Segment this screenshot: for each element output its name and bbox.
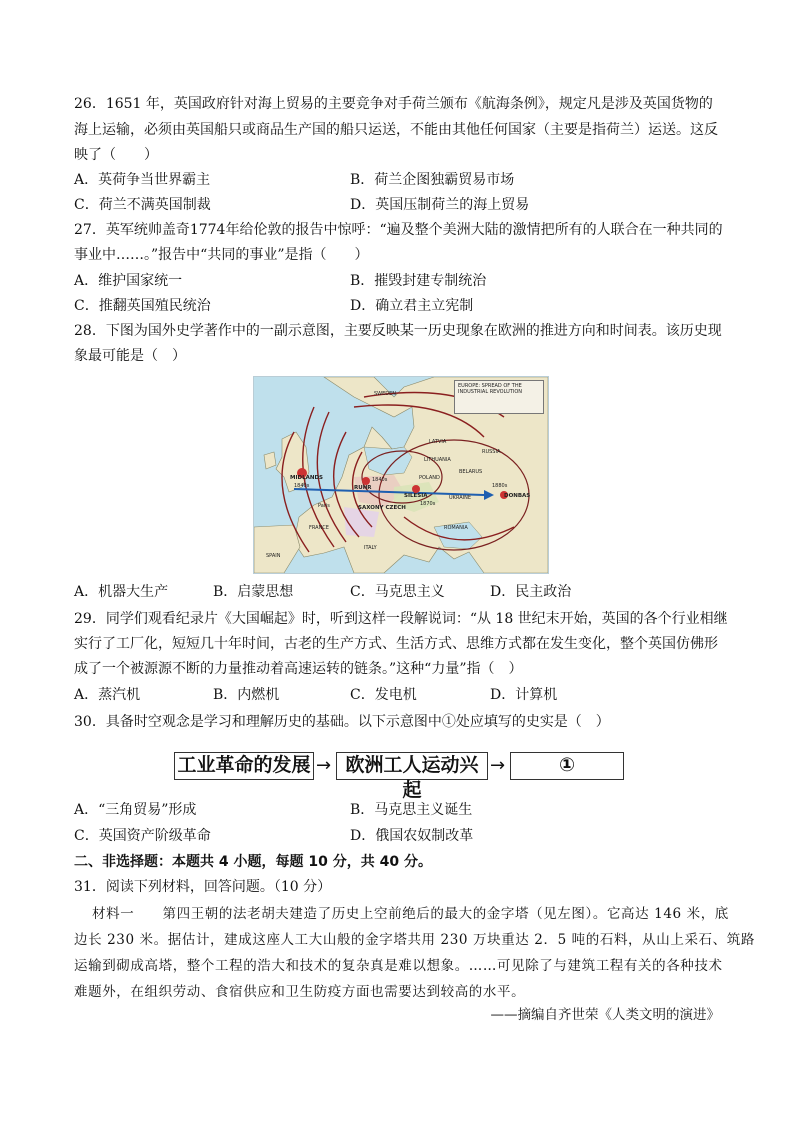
flow-box-blank: ① bbox=[510, 752, 624, 780]
q28-option-c: C．马克思主义 bbox=[350, 584, 445, 600]
q31-stem: 31．阅读下列材料，回答问题。（10 分） bbox=[74, 879, 332, 895]
q28-option-a: A．机器大生产 bbox=[74, 584, 169, 600]
q28-option-b: B．启蒙思想 bbox=[213, 584, 294, 600]
q30-option-c: C．英国资产阶级革命 bbox=[74, 828, 211, 844]
q27-stem-line2: 事业中……。”报告中“共同的事业”是指（ ） bbox=[74, 247, 369, 263]
q29-stem-line3: 成了一个被源源不断的力量推动着高速运转的链条。”这种“力量”指（ ） bbox=[74, 661, 523, 677]
q26-stem-line2: 海上运输，必须由英国船只或商品生产国的船只运送，不能由其他任何国家（主要是指荷兰）运送。这反 bbox=[74, 122, 718, 138]
map-label-italy: ITALY bbox=[364, 545, 377, 551]
q26-option-b: B．荷兰企图独霸贸易市场 bbox=[350, 172, 515, 188]
q29-option-c: C．发电机 bbox=[350, 687, 417, 703]
q29-stem-line2: 实行了工厂化，短短几十年时间，古老的生产方式、生活方式、思维方式都在发生变化，整个英国仿佛形 bbox=[74, 636, 718, 652]
map-label-latvia: LATVIA bbox=[429, 439, 447, 445]
map-label-sweden: SWEDEN bbox=[374, 391, 397, 397]
q27-option-c: C．推翻英国殖民统治 bbox=[74, 298, 211, 314]
q31-material1-source: ——摘编自齐世荣《人类文明的演进》 bbox=[490, 1007, 720, 1023]
q30-stem-line1: 30．具备时空观念是学习和理解历史的基础。以下示意图中①处应填写的史实是（ ） bbox=[74, 714, 610, 730]
section-2-heading: 二、非选择题：本题共 4 小题，每题 10 分，共 40 分。 bbox=[74, 854, 432, 870]
map-title-line2: INDUSTRIAL REVOLUTION bbox=[458, 389, 522, 395]
map-label-midlands-year: 1840s bbox=[294, 483, 310, 489]
map-label-midlands: MIDLANDS bbox=[290, 475, 323, 481]
map-label-paris: Paris bbox=[318, 503, 330, 509]
q28-stem-line1: 28．下图为国外史学著作中的一副示意图，主要反映某一历史现象在欧洲的推进方向和时间表。该历史现 bbox=[74, 323, 722, 339]
map-label-poland: POLAND bbox=[419, 475, 440, 481]
map-label-silesia-year: 1870s bbox=[420, 501, 436, 507]
q31-material1-line1: 材料一 第四王朝的法老胡夫建造了历史上空前绝后的最大的金字塔（见左图）。它高达 146 米，底 bbox=[92, 906, 729, 922]
flow-box-industrial-revolution: 工业革命的发展 bbox=[174, 752, 314, 780]
flow-box-workers-movement: 欧洲工人运动兴起 bbox=[336, 752, 488, 780]
q29-option-d: D．计算机 bbox=[490, 687, 558, 703]
q31-material1-line4: 难题外，在组织劳动、食宿供应和卫生防疫方面也需要达到较高的水平。 bbox=[74, 984, 526, 1000]
q29-option-a: A．蒸汽机 bbox=[74, 687, 141, 703]
q27-option-b: B．摧毁封建专制统治 bbox=[350, 273, 487, 289]
map-label-lithuania: LITHUANIA bbox=[424, 457, 451, 463]
europe-industrial-revolution-map bbox=[253, 376, 549, 574]
map-label-silesia: SILESIA bbox=[404, 493, 428, 499]
flow-arrow-2: → bbox=[490, 755, 506, 776]
q28-stem-line2: 象最可能是（ ） bbox=[74, 348, 186, 364]
q29-option-b: B．内燃机 bbox=[213, 687, 280, 703]
map-label-ruhr: RUHR bbox=[354, 485, 372, 491]
q27-stem-line1: 27．英军统帅盖奇1774年给伦敦的报告中惊呼：“遍及整个美洲大陆的激情把所有的人联合在一种共同的 bbox=[74, 222, 723, 238]
q26-stem-line3: 映了（ ） bbox=[74, 147, 158, 163]
map-title-box bbox=[454, 380, 544, 414]
q27-option-a: A．维护国家统一 bbox=[74, 273, 183, 289]
map-label-romania: ROMANIA bbox=[444, 525, 468, 531]
map-label-spain: SPAIN bbox=[266, 553, 281, 559]
map-label-ruhr-year: 1840s bbox=[372, 477, 388, 483]
map-title-line1: EUROPE: SPREAD OF THE bbox=[458, 383, 522, 389]
map-label-belarus: BELARUS bbox=[459, 469, 483, 475]
q28-option-d: D．民主政治 bbox=[490, 584, 572, 600]
q31-material1-line3: 运输到砌成高塔，整个工程的浩大和技术的复杂真是难以想象。……可见除了与建筑工程有关的各种技术 bbox=[74, 958, 723, 974]
q30-option-a: A．“三角贸易”形成 bbox=[74, 802, 197, 818]
map-label-ukraine: UKRAINE bbox=[449, 495, 472, 501]
q31-material1-line2: 边长 230 米。据估计，建成这座人工大山般的金字塔共用 230 万块重达 2．5 吨的石料，从山上采石、筑路 bbox=[74, 932, 755, 948]
map-label-saxony: SAXONY CZECH bbox=[358, 505, 406, 511]
q27-option-d: D．确立君主立宪制 bbox=[350, 298, 474, 314]
q30-option-b: B．马克思主义诞生 bbox=[350, 802, 473, 818]
q26-stem-line1: 26．1651 年，英国政府针对海上贸易的主要竞争对手荷兰颁布《航海条例》，规定凡是涉及英国货物的 bbox=[74, 96, 713, 112]
q26-option-a: A．英荷争当世界霸主 bbox=[74, 172, 211, 188]
q29-stem-line1: 29．同学们观看纪录片《大国崛起》时，听到这样一段解说词：“从 18 世纪末开始，英国的各个行业相继 bbox=[74, 611, 728, 627]
q26-option-c: C．荷兰不满英国制裁 bbox=[74, 197, 211, 213]
map-label-russia: RUSSIA bbox=[482, 449, 501, 455]
q30-option-d: D．俄国农奴制改革 bbox=[350, 828, 474, 844]
flow-arrow-1: → bbox=[316, 755, 332, 776]
map-label-donbas: DONBAS bbox=[504, 493, 531, 499]
map-label-donbas-year: 1880s bbox=[492, 483, 508, 489]
q26-option-d: D．英国压制荷兰的海上贸易 bbox=[350, 197, 530, 213]
map-label-france: FRANCE bbox=[309, 525, 329, 531]
